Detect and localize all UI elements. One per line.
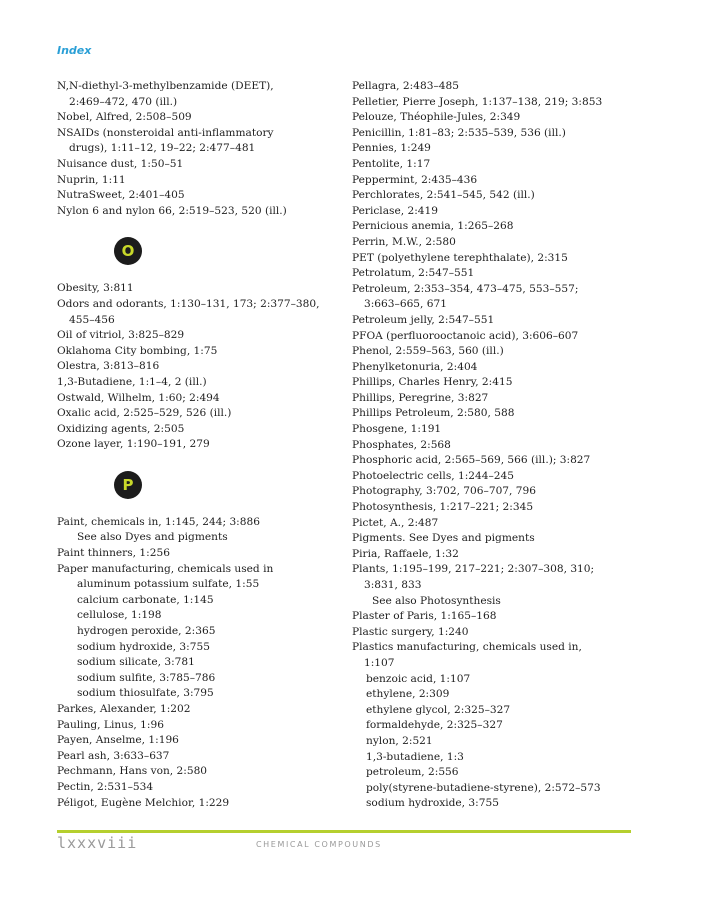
index-entry: Penicillin, 1:81–83; 2:535–539, 536 (ill.) bbox=[352, 126, 566, 139]
index-entry: PFOA (perfluorooctanoic acid), 3:606–607 bbox=[352, 329, 579, 342]
section-letter-badge-o: O bbox=[114, 237, 142, 265]
index-entry: Pectin, 2:531–534 bbox=[57, 780, 154, 793]
section-letter-badge-p: P bbox=[114, 471, 142, 499]
index-entry-continuation: 1:107 bbox=[364, 656, 395, 669]
index-subentry: hydrogen peroxide, 2:365 bbox=[77, 625, 216, 638]
index-entry: Nuisance dust, 1:50–51 bbox=[57, 157, 184, 170]
index-entry: Payen, Anselme, 1:196 bbox=[57, 734, 179, 747]
index-entry: Pellagra, 2:483–485 bbox=[352, 80, 459, 92]
index-entry: Pennies, 1:249 bbox=[352, 142, 431, 155]
index-entry: Phenol, 2:559–563, 560 (ill.) bbox=[352, 345, 504, 358]
index-entry: Plastic surgery, 1:240 bbox=[352, 625, 469, 638]
index-subentry: cellulose, 1:198 bbox=[77, 609, 162, 622]
index-entry: Nylon 6 and nylon 66, 2:519–523, 520 (ill.) bbox=[57, 204, 287, 217]
index-subentry: 1,3-butadiene, 1:3 bbox=[366, 750, 464, 763]
index-entry: Pechmann, Hans von, 2:580 bbox=[57, 765, 208, 778]
index-subentry: aluminum potassium sulfate, 1:55 bbox=[77, 578, 260, 591]
index-entry: N,N-diethyl-3-methylbenzamide (DEET), bbox=[57, 80, 274, 92]
index-entry: 1,3-Butadiene, 1:1–4, 2 (ill.) bbox=[57, 375, 207, 388]
page-header-title: Index bbox=[57, 44, 92, 57]
index-entry: Pelletier, Pierre Joseph, 1:137–138, 219; 3:853 bbox=[352, 95, 603, 108]
index-entry: Phillips, Peregrine, 3:827 bbox=[352, 391, 489, 404]
index-entry: Nuprin, 1:11 bbox=[57, 173, 126, 186]
index-entry: Olestra, 3:813–816 bbox=[57, 360, 160, 373]
index-entry: Phillips, Charles Henry, 2:415 bbox=[352, 376, 513, 389]
index-entry: Péligot, Eugène Melchior, 1:229 bbox=[57, 796, 230, 809]
index-subentry: nylon, 2:521 bbox=[366, 734, 433, 747]
index-subentry: sodium sulfite, 3:785–786 bbox=[77, 671, 216, 684]
index-entry: NSAIDs (nonsteroidal anti-inflammatory bbox=[57, 126, 274, 139]
footer-rule bbox=[57, 830, 631, 833]
index-subentry: sodium thiosulfate, 3:795 bbox=[77, 687, 214, 700]
section-p-header bbox=[57, 453, 342, 515]
index-subentry: poly(styrene-butadiene-styrene), 2:572–573 bbox=[366, 781, 601, 794]
index-subentry: ethylene glycol, 2:325–327 bbox=[366, 703, 511, 716]
section-o-header bbox=[57, 219, 342, 281]
index-entry: Phenylketonuria, 2:404 bbox=[352, 360, 478, 373]
index-entry: Phillips Petroleum, 2:580, 588 bbox=[352, 407, 515, 420]
index-entry-continuation: 2:469–472, 470 (ill.) bbox=[69, 95, 178, 108]
index-entry: Phosphates, 2:568 bbox=[352, 438, 451, 451]
index-subentry: sodium hydroxide, 3:755 bbox=[77, 640, 210, 653]
index-entry: Paper manufacturing, chemicals used in bbox=[57, 562, 274, 575]
index-column-right bbox=[352, 79, 652, 812]
index-entry: Phosphoric acid, 2:565–569, 566 (ill.); 3:827 bbox=[352, 454, 591, 467]
index-entry: Paint thinners, 1:256 bbox=[57, 547, 170, 560]
index-subentry: sodium silicate, 3:781 bbox=[77, 656, 195, 669]
index-entry: Petroleum jelly, 2:547–551 bbox=[352, 313, 495, 326]
index-entry: Oil of vitriol, 3:825–829 bbox=[57, 329, 185, 342]
index-entry: Parkes, Alexander, 1:202 bbox=[57, 703, 191, 715]
index-group-n bbox=[57, 79, 342, 219]
see-also-reference: See also Dyes and pigments bbox=[77, 531, 228, 544]
index-entry: Ozone layer, 1:190–191, 279 bbox=[57, 438, 210, 451]
index-group-p bbox=[57, 515, 342, 811]
index-entry-continuation: 3:831, 833 bbox=[364, 579, 422, 591]
index-entry: Pearl ash, 3:633–637 bbox=[57, 749, 170, 762]
index-entry: Pentolite, 1:17 bbox=[352, 157, 431, 170]
index-entry: Perchlorates, 2:541–545, 542 (ill.) bbox=[352, 189, 535, 202]
index-entry-continuation: 3:663–665, 671 bbox=[364, 298, 448, 311]
index-entry: Photoelectric cells, 1:244–245 bbox=[352, 469, 515, 482]
index-entry: Plaster of Paris, 1:165–168 bbox=[352, 610, 497, 623]
index-subentry: benzoic acid, 1:107 bbox=[366, 672, 471, 685]
index-entry: Photography, 3:702, 706–707, 796 bbox=[352, 485, 536, 498]
index-entry: Plastics manufacturing, chemicals used in, bbox=[352, 641, 582, 654]
index-entry: Phosgene, 1:191 bbox=[352, 423, 442, 436]
index-subentry: sodium hydroxide, 3:755 bbox=[366, 797, 499, 810]
index-entry: Nobel, Alfred, 2:508–509 bbox=[57, 111, 192, 124]
index-entry: Plants, 1:195–199, 217–221; 2:307–308, 310; bbox=[352, 563, 595, 576]
index-entry: Piria, Raffaele, 1:32 bbox=[352, 547, 459, 560]
index-entry: Oklahoma City bombing, 1:75 bbox=[57, 344, 218, 357]
index-entry: Petrolatum, 2:547–551 bbox=[352, 267, 475, 280]
index-subentry: calcium carbonate, 1:145 bbox=[77, 593, 214, 606]
index-entry: Pigments. See Dyes and pigments bbox=[352, 532, 535, 545]
index-entry-continuation: 455–456 bbox=[69, 313, 115, 326]
see-also-reference: See also Photosynthesis bbox=[372, 594, 501, 607]
index-entry: Obesity, 3:811 bbox=[57, 282, 134, 295]
index-column-left bbox=[57, 79, 342, 811]
index-entry: Peppermint, 2:435–436 bbox=[352, 173, 478, 186]
index-entry: Pauling, Linus, 1:96 bbox=[57, 718, 164, 731]
index-entry: Petroleum, 2:353–354, 473–475, 553–557; bbox=[352, 282, 579, 295]
index-subentry: petroleum, 2:556 bbox=[366, 766, 459, 779]
index-entry: Periclase, 2:419 bbox=[352, 204, 438, 217]
index-entry: Pernicious anemia, 1:265–268 bbox=[352, 220, 514, 233]
index-entry: Photosynthesis, 1:217–221; 2:345 bbox=[352, 501, 534, 514]
index-entry: Pelouze, Théophile-Jules, 2:349 bbox=[352, 111, 521, 124]
index-entry: Oxidizing agents, 2:505 bbox=[57, 422, 185, 435]
page-number: lxxxviii bbox=[57, 834, 138, 852]
index-subentry: ethylene, 2:309 bbox=[366, 688, 450, 701]
index-entry: Ostwald, Wilhelm, 1:60; 2:494 bbox=[57, 391, 220, 404]
index-subentry: formaldehyde, 2:325–327 bbox=[366, 719, 503, 732]
index-entry: Oxalic acid, 2:525–529, 526 (ill.) bbox=[57, 407, 232, 420]
running-footer-title: CHEMICAL COMPOUNDS bbox=[256, 840, 382, 849]
index-entry: Paint, chemicals in, 1:145, 244; 3:886 bbox=[57, 515, 260, 528]
index-entry: Odors and odorants, 1:130–131, 173; 2:377–380, bbox=[57, 297, 320, 310]
index-group-o bbox=[57, 281, 342, 453]
index-entry: NutraSweet, 2:401–405 bbox=[57, 189, 185, 202]
index-entry-continuation: drugs), 1:11–12, 19–22; 2:477–481 bbox=[69, 142, 256, 155]
index-entry: Perrin, M.W., 2:580 bbox=[352, 235, 456, 248]
index-entry: Pictet, A., 2:487 bbox=[352, 516, 439, 529]
index-entry: PET (polyethylene terephthalate), 2:315 bbox=[352, 251, 568, 264]
